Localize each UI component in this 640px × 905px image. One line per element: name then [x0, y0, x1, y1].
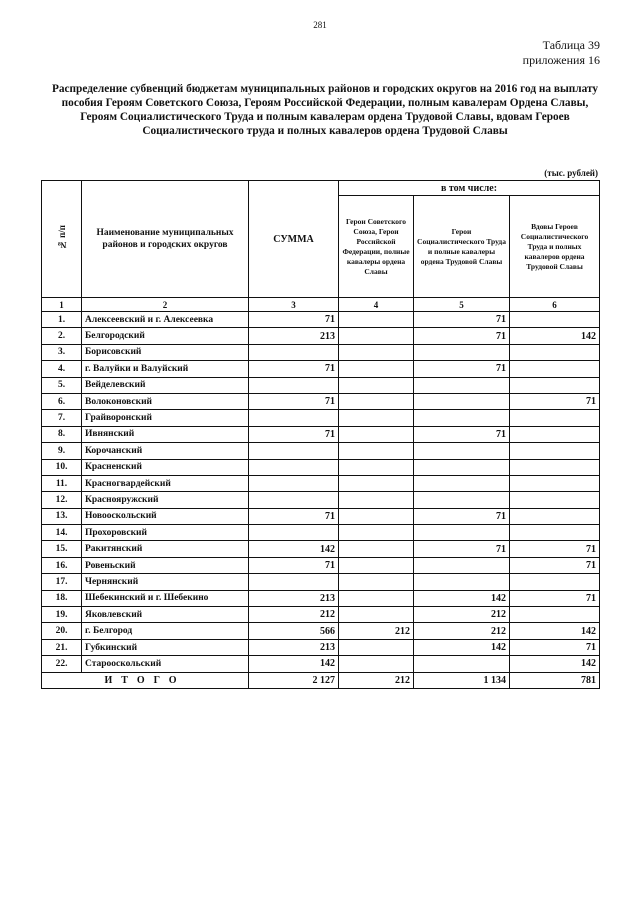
sum-cell: 142	[249, 656, 339, 672]
column-number: 1	[42, 298, 82, 312]
row-number: 12.	[42, 492, 82, 508]
heroes-soviet-union-cell	[339, 590, 414, 606]
widows-cell: 142	[510, 623, 600, 639]
heroes-soviet-union-cell	[339, 312, 414, 328]
heroes-soviet-union-cell	[339, 574, 414, 590]
row-number: 20.	[42, 623, 82, 639]
total-sum: 2 127	[249, 672, 339, 688]
sum-cell	[249, 525, 339, 541]
heroes-soviet-union-cell	[339, 607, 414, 623]
district-name: Алексеевский и г. Алексеевка	[82, 312, 249, 328]
district-name: Губкинский	[82, 639, 249, 655]
sum-cell: 213	[249, 639, 339, 655]
heroes-socialist-labor-cell	[414, 475, 510, 491]
table-row	[42, 656, 600, 672]
header-sum: СУММА	[249, 181, 339, 298]
table-row	[42, 312, 600, 328]
sum-cell	[249, 475, 339, 491]
table-row	[42, 344, 600, 360]
document-title: Распределение субвенций бюджетам муниципальных районов и городских округов на 2016 год на выплату пособия Героям Советского Союза, Героям Российской Федерации, полным кавалерам Ордена Славы, Героям Социалистического Труда и полным кавалерам ордена Трудовой Славы, вдовам Героев Социалистического труда и полных кавалеров ордена Трудовой Славы	[51, 83, 599, 137]
row-number: 5.	[42, 377, 82, 393]
total-label: ИТОГО	[42, 672, 249, 688]
heroes-socialist-labor-cell: 71	[414, 541, 510, 557]
widows-cell	[510, 607, 600, 623]
column-number: 5	[414, 298, 510, 312]
widows-cell: 142	[510, 328, 600, 344]
heroes-soviet-union-cell	[339, 475, 414, 491]
row-number: 4.	[42, 361, 82, 377]
sum-cell: 213	[249, 328, 339, 344]
heroes-socialist-labor-cell: 71	[414, 361, 510, 377]
row-number: 13.	[42, 508, 82, 524]
heroes-socialist-labor-cell: 71	[414, 426, 510, 442]
heroes-soviet-union-cell	[339, 525, 414, 541]
district-name: Белгородский	[82, 328, 249, 344]
row-number: 21.	[42, 639, 82, 655]
total-widows: 781	[510, 672, 600, 688]
table-row	[42, 393, 600, 409]
widows-cell	[510, 410, 600, 426]
sum-cell: 212	[249, 607, 339, 623]
table-row	[42, 590, 600, 606]
table-row	[42, 508, 600, 524]
heroes-socialist-labor-cell	[414, 410, 510, 426]
sum-cell	[249, 492, 339, 508]
district-name: Прохоровский	[82, 525, 249, 541]
row-number: 22.	[42, 656, 82, 672]
widows-cell	[510, 344, 600, 360]
table-row	[42, 361, 600, 377]
table-row	[42, 492, 600, 508]
heroes-soviet-union-cell	[339, 557, 414, 573]
heroes-soviet-union-cell	[339, 344, 414, 360]
heroes-soviet-union-cell	[339, 492, 414, 508]
total-row	[42, 672, 600, 688]
heroes-socialist-labor-cell: 212	[414, 623, 510, 639]
column-number: 3	[249, 298, 339, 312]
heroes-soviet-union-cell	[339, 443, 414, 459]
sum-cell	[249, 344, 339, 360]
column-number: 4	[339, 298, 414, 312]
district-name: Старооскольский	[82, 656, 249, 672]
widows-cell: 71	[510, 393, 600, 409]
widows-cell	[510, 475, 600, 491]
district-name: Краснояружский	[82, 492, 249, 508]
row-number: 14.	[42, 525, 82, 541]
district-name: Волоконовский	[82, 393, 249, 409]
table-row	[42, 459, 600, 475]
heroes-socialist-labor-cell: 142	[414, 590, 510, 606]
sum-cell	[249, 377, 339, 393]
total-heroes-socialist-labor: 1 134	[414, 672, 510, 688]
widows-cell: 71	[510, 639, 600, 655]
header-widows: Вдовы Героев Социалистического Труда и полных кавалеров ордена Трудовой Славы	[510, 196, 600, 298]
row-number: 1.	[42, 312, 82, 328]
heroes-socialist-labor-cell	[414, 492, 510, 508]
widows-cell: 71	[510, 541, 600, 557]
widows-cell	[510, 426, 600, 442]
heroes-soviet-union-cell	[339, 508, 414, 524]
table-row	[42, 574, 600, 590]
widows-cell	[510, 492, 600, 508]
header-heroes-soviet-union: Герои Советского Союза, Герои Российской Федерации, полные кавалеры ордена Славы	[339, 196, 414, 298]
district-name: Чернянский	[82, 574, 249, 590]
column-number: 2	[82, 298, 249, 312]
row-number: 3.	[42, 344, 82, 360]
unit-note: (тыс. рублей)	[544, 168, 598, 178]
sum-cell	[249, 443, 339, 459]
district-name: Красненский	[82, 459, 249, 475]
heroes-soviet-union-cell	[339, 426, 414, 442]
table-row	[42, 525, 600, 541]
table-row	[42, 328, 600, 344]
table-label: Таблица 39	[542, 38, 600, 52]
district-name: г. Белгород	[82, 623, 249, 639]
heroes-soviet-union-cell	[339, 410, 414, 426]
table-row	[42, 410, 600, 426]
heroes-soviet-union-cell	[339, 459, 414, 475]
heroes-soviet-union-cell	[339, 377, 414, 393]
heroes-soviet-union-cell	[339, 393, 414, 409]
heroes-socialist-labor-cell	[414, 656, 510, 672]
district-name: Ровеньский	[82, 557, 249, 573]
widows-cell	[510, 312, 600, 328]
header-heroes-socialist-labor: Герои Социалистического Труда и полные кавалеры ордена Трудовой Славы	[414, 196, 510, 298]
sum-cell	[249, 574, 339, 590]
sum-cell: 142	[249, 541, 339, 557]
row-number: 16.	[42, 557, 82, 573]
heroes-socialist-labor-cell: 71	[414, 328, 510, 344]
column-number: 6	[510, 298, 600, 312]
row-number: 8.	[42, 426, 82, 442]
heroes-socialist-labor-cell	[414, 574, 510, 590]
header-number-label: № п/п	[56, 224, 67, 251]
row-number: 15.	[42, 541, 82, 557]
district-name: Грайворонский	[82, 410, 249, 426]
heroes-soviet-union-cell	[339, 639, 414, 655]
district-name: Шебекинский и г. Шебекино	[82, 590, 249, 606]
district-name: Корочанский	[82, 443, 249, 459]
sum-cell	[249, 459, 339, 475]
district-name: г. Валуйки и Валуйский	[82, 361, 249, 377]
heroes-soviet-union-cell	[339, 328, 414, 344]
sum-cell	[249, 410, 339, 426]
heroes-soviet-union-cell	[339, 656, 414, 672]
widows-cell: 71	[510, 590, 600, 606]
district-name: Ивнянский	[82, 426, 249, 442]
total-heroes-soviet-union: 212	[339, 672, 414, 688]
widows-cell	[510, 525, 600, 541]
sum-cell: 71	[249, 426, 339, 442]
table-row	[42, 557, 600, 573]
widows-cell	[510, 443, 600, 459]
sum-cell: 213	[249, 590, 339, 606]
district-name: Ракитянский	[82, 541, 249, 557]
table-row	[42, 426, 600, 442]
row-number: 6.	[42, 393, 82, 409]
header-including: в том числе:	[339, 181, 600, 196]
sum-cell: 71	[249, 361, 339, 377]
sum-cell: 71	[249, 393, 339, 409]
table-row	[42, 377, 600, 393]
heroes-socialist-labor-cell	[414, 344, 510, 360]
heroes-socialist-labor-cell	[414, 557, 510, 573]
widows-cell: 142	[510, 656, 600, 672]
row-number: 18.	[42, 590, 82, 606]
row-number: 17.	[42, 574, 82, 590]
sum-cell: 71	[249, 312, 339, 328]
sum-cell: 71	[249, 557, 339, 573]
heroes-socialist-labor-cell	[414, 393, 510, 409]
district-name: Красногвардейский	[82, 475, 249, 491]
heroes-soviet-union-cell	[339, 541, 414, 557]
heroes-soviet-union-cell	[339, 361, 414, 377]
widows-cell	[510, 361, 600, 377]
heroes-socialist-labor-cell	[414, 459, 510, 475]
widows-cell	[510, 508, 600, 524]
heroes-socialist-labor-cell	[414, 377, 510, 393]
table-body	[42, 298, 600, 673]
heroes-socialist-labor-cell: 212	[414, 607, 510, 623]
subvention-table	[41, 180, 600, 689]
widows-cell: 71	[510, 557, 600, 573]
table-row	[42, 623, 600, 639]
row-number: 7.	[42, 410, 82, 426]
page-number: 281	[313, 20, 327, 30]
heroes-socialist-labor-cell	[414, 525, 510, 541]
heroes-socialist-labor-cell: 71	[414, 508, 510, 524]
widows-cell	[510, 377, 600, 393]
widows-cell	[510, 459, 600, 475]
district-name: Яковлевский	[82, 607, 249, 623]
sum-cell: 566	[249, 623, 339, 639]
row-number: 2.	[42, 328, 82, 344]
row-number: 19.	[42, 607, 82, 623]
header-name: Наименование муниципальных районов и городских округов	[82, 181, 249, 298]
table-row	[42, 541, 600, 557]
header-number	[42, 181, 82, 298]
heroes-socialist-labor-cell: 142	[414, 639, 510, 655]
row-number: 9.	[42, 443, 82, 459]
row-number: 11.	[42, 475, 82, 491]
table-row	[42, 639, 600, 655]
district-name: Борисовский	[82, 344, 249, 360]
table-row	[42, 443, 600, 459]
table-reference	[523, 38, 600, 68]
heroes-socialist-labor-cell	[414, 443, 510, 459]
heroes-soviet-union-cell: 212	[339, 623, 414, 639]
heroes-socialist-labor-cell: 71	[414, 312, 510, 328]
row-number: 10.	[42, 459, 82, 475]
column-number-row	[42, 298, 600, 312]
appendix-label: приложения 16	[522, 53, 600, 67]
table-row	[42, 607, 600, 623]
table-row	[42, 475, 600, 491]
district-name: Новооскольский	[82, 508, 249, 524]
sum-cell: 71	[249, 508, 339, 524]
district-name: Вейделевский	[82, 377, 249, 393]
widows-cell	[510, 574, 600, 590]
